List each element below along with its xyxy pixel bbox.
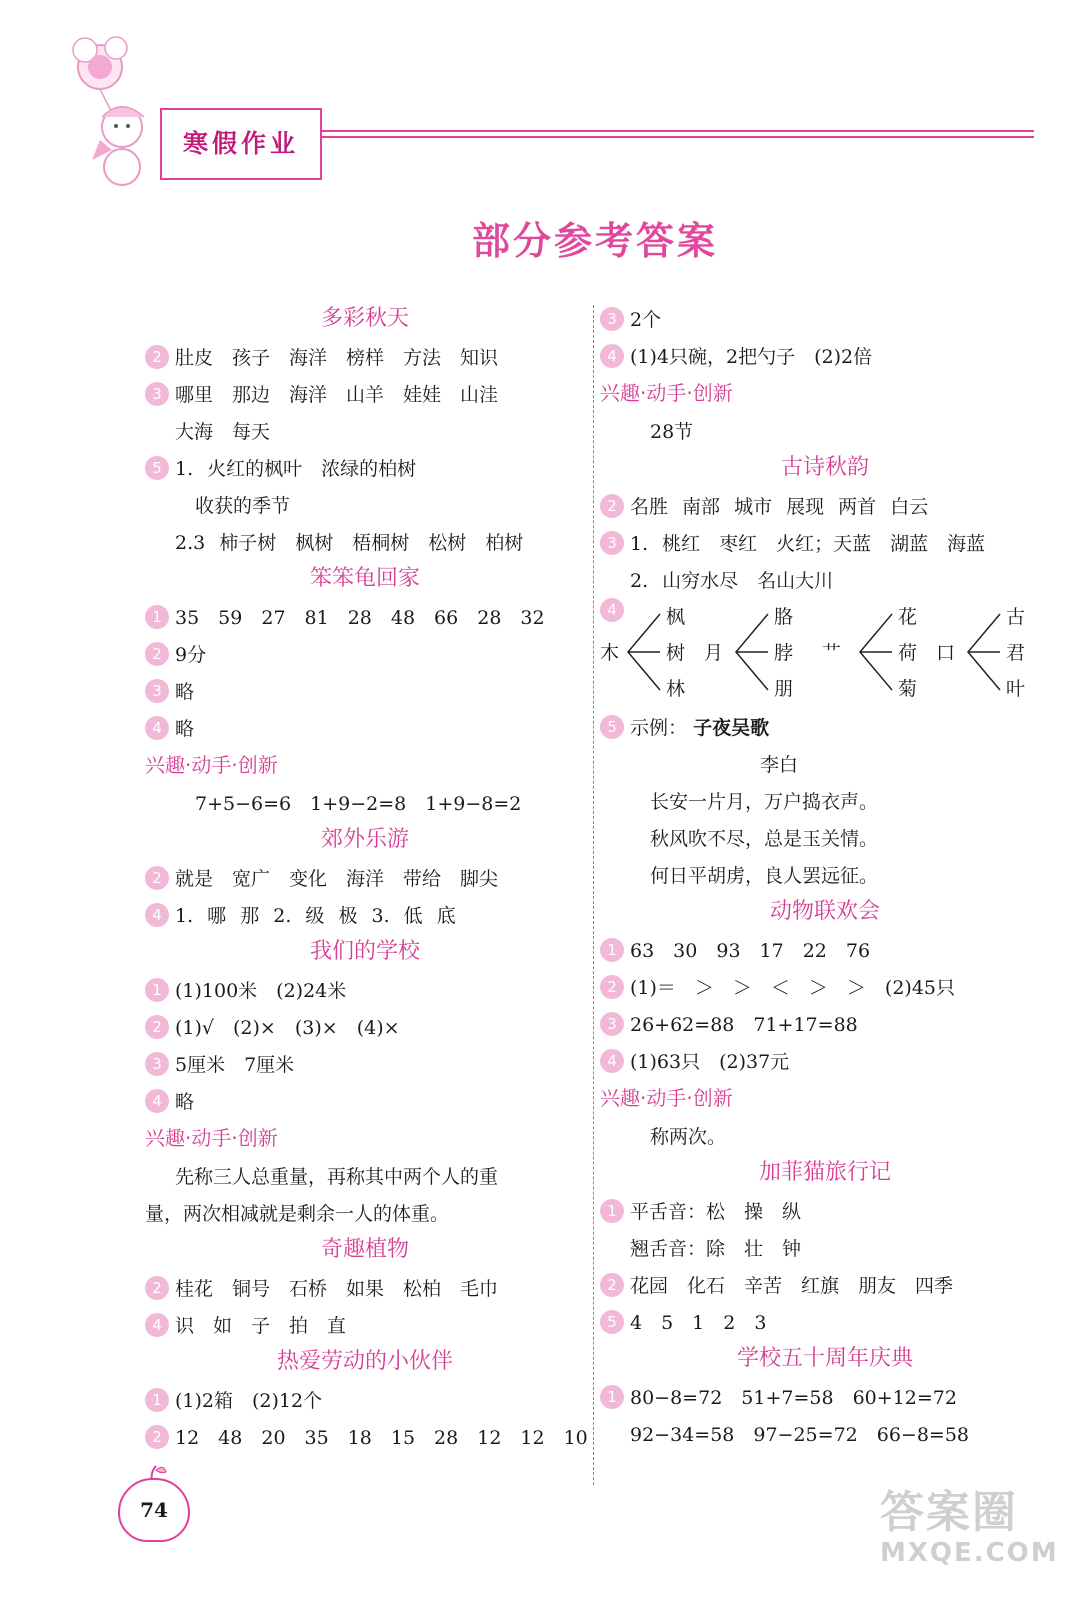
answer-text: 略 — [175, 718, 195, 740]
answer-row — [145, 412, 585, 449]
answer-row — [145, 635, 585, 672]
answer-row — [145, 784, 585, 821]
poem-author: 李白 — [760, 754, 799, 776]
answer-text: 略 — [175, 1091, 195, 1113]
answer-text: 12 48 20 35 18 15 28 12 12 10 — [175, 1427, 588, 1449]
watermark-text: 答案圈 — [880, 1487, 1018, 1538]
radical-char: 脖 — [774, 642, 794, 664]
answer-text: 量，两次相减就是剩余一人的体重。 — [145, 1203, 450, 1225]
question-number-badge: 3 — [600, 307, 624, 331]
column-divider — [593, 305, 594, 1485]
poem-title: 子夜吴歌 — [693, 717, 770, 739]
answer-text: (1)2箱 (2)12个 — [175, 1390, 323, 1412]
question-number-badge: 1 — [600, 1385, 624, 1409]
answer-row — [600, 1229, 1050, 1266]
question-number-badge: 3 — [145, 1052, 169, 1076]
answer-text: 平舌音：松 操 纵 — [630, 1201, 802, 1223]
answer-text: 5厘米 7厘米 — [175, 1054, 295, 1076]
page-number: 74 — [118, 1478, 190, 1542]
answer-row — [145, 1157, 585, 1194]
question-number-badge: 2 — [145, 866, 169, 890]
answer-text: 80−8=72 51+7=58 60+12=72 — [630, 1387, 957, 1409]
answer-row — [600, 745, 1050, 782]
bonus-heading: 兴趣·动手·创新 — [145, 753, 278, 777]
question-number-badge: 1 — [600, 938, 624, 962]
radical-root: 月 — [704, 642, 724, 664]
question-number-badge: 2 — [145, 642, 169, 666]
answer-text: 花园 化石 辛苦 红旗 朋友 四季 — [630, 1275, 954, 1297]
section-title: 加菲猫旅行记 — [758, 1160, 891, 1185]
answer-row — [145, 598, 585, 635]
radical-tree — [600, 598, 1050, 708]
answer-row — [145, 523, 585, 560]
question-number-badge: 4 — [600, 1049, 624, 1073]
answer-text: (1)100米 (2)24米 — [175, 980, 347, 1002]
radical-char: 胳 — [774, 606, 794, 628]
radical-root: 口 — [936, 642, 956, 664]
question-number-badge: 1 — [145, 1388, 169, 1412]
answer-text: 称两次。 — [650, 1126, 727, 1148]
answer-row — [145, 859, 585, 896]
question-number-badge: 2 — [600, 1273, 624, 1297]
header-rule-bottom — [322, 136, 1034, 138]
question-number-badge: 3 — [145, 382, 169, 406]
answer-text: 9分 — [175, 644, 207, 666]
watermark-url: MXQE.COM — [880, 1538, 1059, 1568]
question-number-badge: 3 — [600, 1012, 624, 1036]
answer-text: (1)63只 (2)37元 — [630, 1051, 790, 1073]
answer-text: 桂花 铜号 石桥 如果 松柏 毛巾 — [175, 1278, 499, 1300]
answer-row — [145, 709, 585, 746]
answer-row — [600, 819, 1050, 856]
answer-text: 92−34=58 97−25=72 66−8=58 — [630, 1424, 970, 1446]
question-number-badge: 4 — [145, 1313, 169, 1337]
answer-row — [600, 487, 1050, 524]
question-number-badge: 5 — [600, 1310, 624, 1334]
question-number-badge: 2 — [145, 345, 169, 369]
section-title: 古诗秋韵 — [780, 455, 869, 480]
answer-row — [600, 524, 1050, 561]
answer-row — [145, 672, 585, 709]
question-number-badge: 4 — [145, 1089, 169, 1113]
right-column — [600, 300, 1050, 1452]
bonus-heading: 兴趣·动手·创新 — [600, 381, 733, 405]
answer-text: 2个 — [630, 309, 662, 331]
answer-text: 先称三人总重量，再称其中两个人的重 — [175, 1166, 499, 1188]
poem-line: 长安一片月，万户捣衣声。 — [650, 791, 879, 813]
question-number-badge: 2 — [145, 1425, 169, 1449]
question-number-badge: 2 — [145, 1015, 169, 1039]
bonus-heading: 兴趣·动手·创新 — [145, 1126, 278, 1150]
answer-text: (1)√ (2)× (3)× (4)× — [175, 1017, 400, 1039]
section-title: 学校五十周年庆典 — [736, 1346, 913, 1371]
answer-row — [145, 1045, 585, 1082]
answer-row — [145, 1008, 585, 1045]
question-number-badge: 5 — [600, 715, 624, 739]
answer-text: 名胜 南部 城市 展现 两首 白云 — [630, 496, 929, 518]
question-number-badge: 2 — [600, 975, 624, 999]
answer-row — [145, 971, 585, 1008]
answer-text: 1. 桃红 枣红 火红；天蓝 湖蓝 海蓝 — [630, 533, 986, 555]
answer-row — [145, 486, 585, 523]
bonus-heading: 兴趣·动手·创新 — [600, 1086, 733, 1110]
section-title: 热爱劳动的小伙伴 — [276, 1349, 453, 1374]
answer-text: 收获的季节 — [195, 495, 291, 517]
answer-text: 4 5 1 2 3 — [630, 1312, 767, 1334]
question-number-badge: 5 — [145, 456, 169, 480]
answer-text: 大海 每天 — [175, 421, 271, 443]
answer-text: 7+5−6=6 1+9−2=8 1+9−8=2 — [195, 793, 522, 815]
answer-row — [145, 1194, 585, 1231]
question-number-badge: 2 — [145, 1276, 169, 1300]
poem-line: 何日平胡虏，良人罢远征。 — [650, 865, 879, 887]
answer-text: 略 — [175, 681, 195, 703]
answer-row — [145, 1269, 585, 1306]
section-title: 我们的学校 — [309, 939, 420, 964]
radical-root: 艹 — [822, 642, 842, 664]
question-number-badge: 1 — [600, 1199, 624, 1223]
answer-row — [600, 708, 1050, 745]
answer-row — [600, 1378, 1050, 1415]
answer-row — [600, 1415, 1050, 1452]
radical-char: 菊 — [898, 678, 918, 700]
answer-row — [145, 338, 585, 375]
answer-text: 2.3 柿子树 枫树 梧桐树 松树 柏树 — [175, 532, 524, 554]
answer-row — [145, 1306, 585, 1343]
left-column — [145, 300, 588, 1455]
question-number-badge: 4 — [600, 344, 624, 368]
answer-text: 26+62=88 71+17=88 — [630, 1014, 858, 1036]
radical-char: 林 — [666, 678, 686, 700]
answer-text: 1. 火红的枫叶 浓绿的柏树 — [175, 458, 417, 480]
answer-text: (1)4只碗，2把勺子 (2)2倍 — [630, 346, 873, 368]
answer-row — [145, 449, 585, 486]
page-title: 部分参考答案 — [471, 219, 718, 263]
answer-row — [145, 1418, 588, 1455]
question-number-badge: 1 — [145, 605, 169, 629]
radical-char: 枫 — [666, 606, 686, 628]
answer-text: 28节 — [650, 421, 694, 443]
answer-row — [600, 1042, 1050, 1079]
poem-line: 秋风吹不尽，总是玉关情。 — [650, 828, 879, 850]
answer-row — [600, 1192, 1050, 1229]
answer-row — [600, 782, 1050, 819]
answer-row — [600, 1266, 1050, 1303]
question-number-badge: 2 — [600, 494, 624, 518]
watermark-logo — [880, 1488, 1059, 1568]
section-title: 动物联欢会 — [769, 899, 880, 924]
answer-row — [600, 300, 1050, 337]
header-rule-top — [322, 130, 1034, 132]
question-number-badge: 4 — [145, 716, 169, 740]
answer-row — [600, 1005, 1050, 1042]
radical-char: 古 — [1006, 606, 1026, 628]
radical-char: 叶 — [1006, 678, 1026, 700]
section-title: 多彩秋天 — [320, 306, 409, 331]
answer-row — [600, 1117, 1050, 1154]
section-title: 奇趣植物 — [320, 1237, 409, 1262]
answer-text: 63 30 93 17 22 76 — [630, 940, 871, 962]
answer-text: 肚皮 孩子 海洋 榜样 方法 知识 — [175, 347, 499, 369]
answer-text: 2. 山穷水尽 名山大川 — [630, 570, 834, 592]
question-number-badge: 3 — [600, 531, 624, 555]
radical-root: 木 — [600, 642, 620, 664]
question-number-badge: 1 — [145, 978, 169, 1002]
question-number-badge: 4 — [600, 598, 624, 622]
header-badge-label: 寒假作业 — [182, 129, 299, 158]
answer-row — [145, 1082, 585, 1119]
section-title: 郊外乐游 — [320, 827, 409, 852]
question-number-badge: 4 — [145, 903, 169, 927]
answer-text: 1. 哪 那 2. 级 极 3. 低 底 — [175, 905, 456, 927]
radical-char: 荷 — [898, 642, 918, 664]
answer-row — [600, 856, 1050, 893]
example-label: 示例： — [630, 717, 688, 739]
answer-row — [145, 375, 585, 412]
answer-row — [145, 896, 585, 933]
answer-row — [600, 931, 1050, 968]
answer-text: 识 如 子 拍 直 — [175, 1315, 347, 1337]
radical-char: 花 — [898, 606, 918, 628]
answer-text: 就是 宽广 变化 海洋 带给 脚尖 — [175, 868, 499, 890]
answer-row — [600, 561, 1050, 598]
answer-row — [600, 1303, 1050, 1340]
answer-text: 翘舌音：除 壮 钟 — [630, 1238, 802, 1260]
answer-row — [600, 412, 1050, 449]
snowman-balloon-icon — [52, 22, 172, 192]
answer-text: (1)＝ ＞ ＞ ＜ ＞ ＞ (2)45只 — [630, 977, 956, 999]
header-badge — [160, 108, 322, 180]
question-number-badge: 3 — [145, 679, 169, 703]
section-title: 笨笨龟回家 — [309, 566, 420, 591]
radical-char: 树 — [666, 642, 686, 664]
radical-char: 君 — [1006, 642, 1026, 664]
answer-text: 哪里 那边 海洋 山羊 娃娃 山洼 — [175, 384, 499, 406]
answer-row — [600, 968, 1050, 1005]
answer-row — [145, 1381, 585, 1418]
radical-char: 朋 — [774, 678, 794, 700]
answer-text: 35 59 27 81 28 48 66 28 32 — [175, 607, 545, 629]
answer-row — [600, 337, 1050, 374]
